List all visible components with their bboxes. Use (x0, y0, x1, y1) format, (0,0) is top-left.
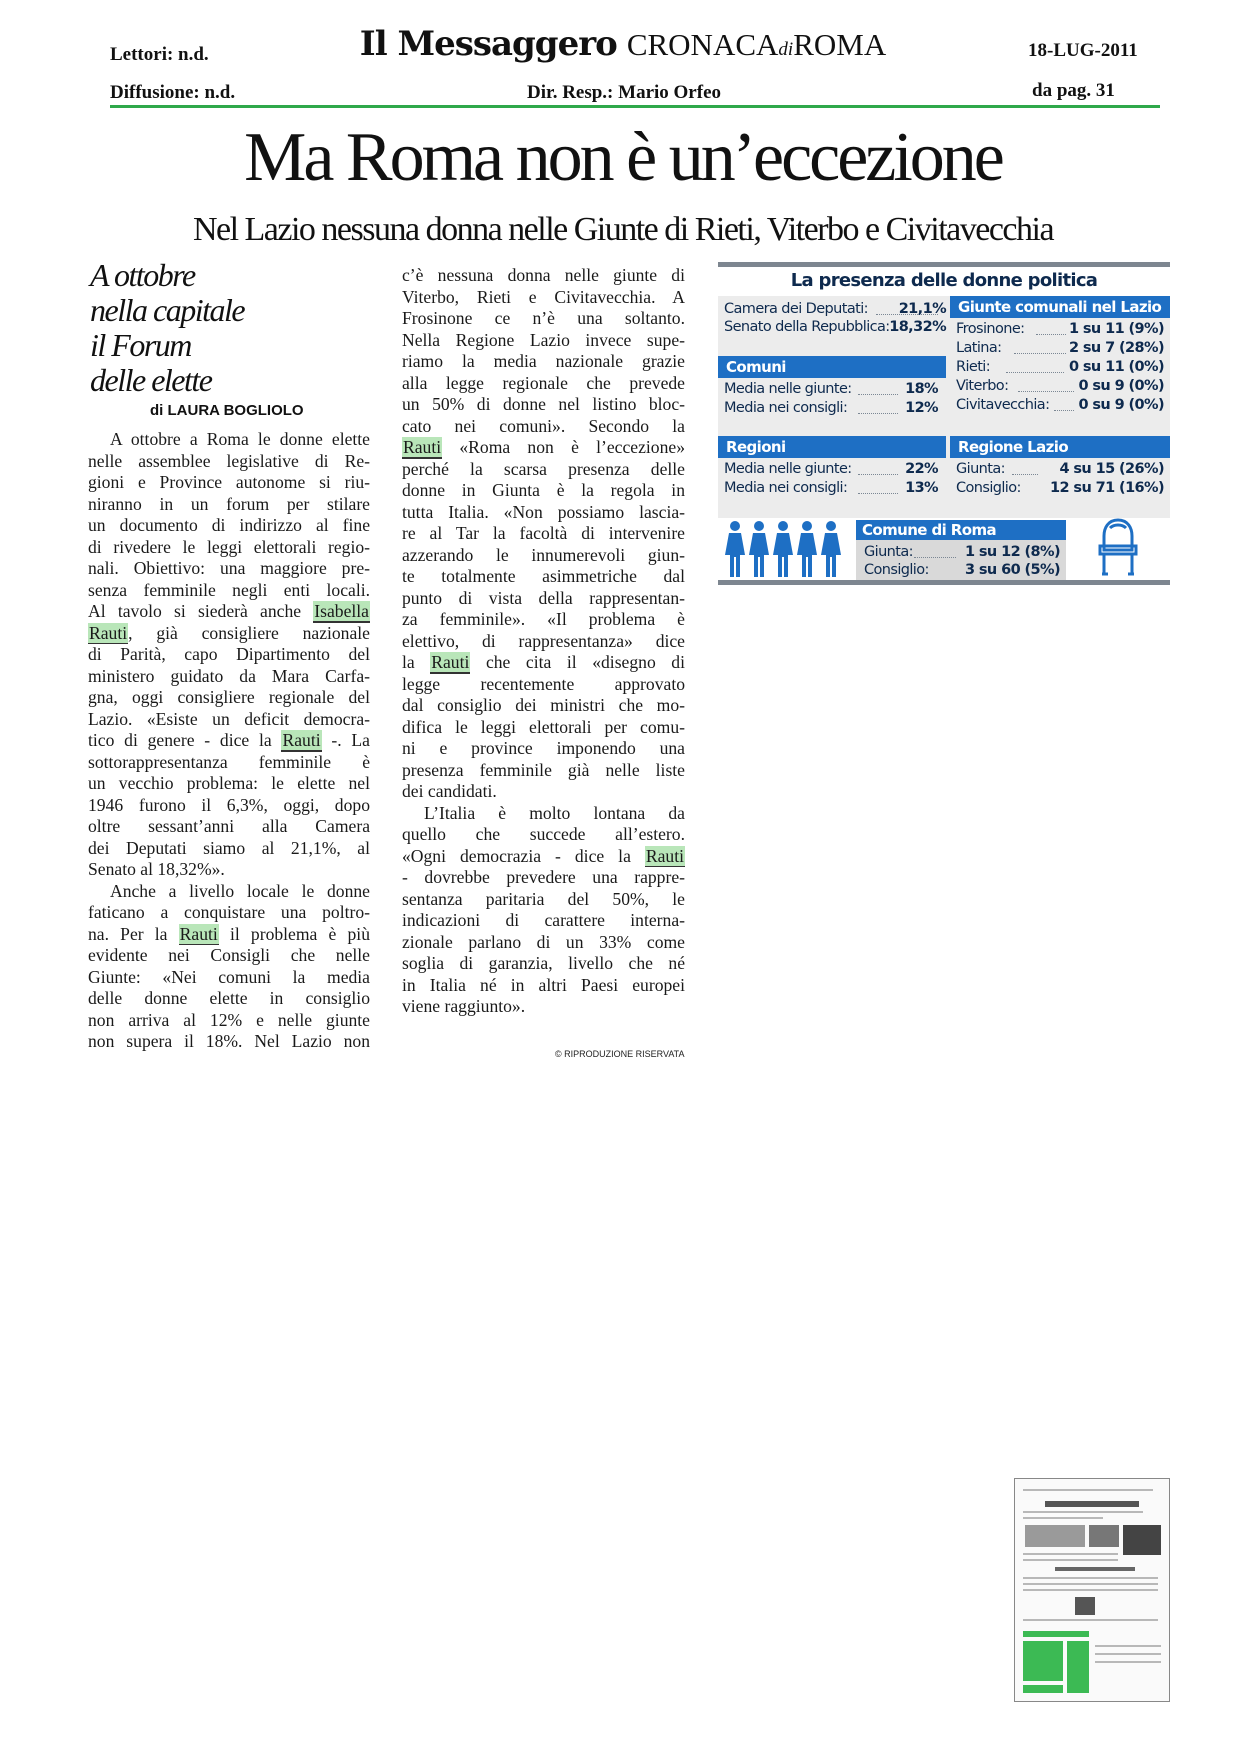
infographic-top-bar (718, 262, 1170, 267)
comuni-header-label: Comuni (726, 358, 786, 376)
regione-giunta-value: 4 su 15 (26%) (1059, 461, 1164, 477)
roma-consiglio-value: 3 su 60 (5%) (964, 562, 1060, 578)
camera-value: 21,1% (898, 301, 946, 317)
name-highlight: Rauti (403, 437, 442, 457)
infographic-title: La presenza delle donne politica (790, 270, 1098, 291)
regione-consiglio-label: Consiglio: (956, 480, 1021, 496)
senato-value: 18,32% (889, 319, 946, 335)
masthead-di: di (778, 39, 794, 60)
chair-icon (1088, 516, 1148, 578)
article-column-1: A ottobre a Roma le donne elette nelle assemblee legislative di Re- gioni e Province autonome si riu- niranno in un forum per stilare un documento di indirizzo al fine di rivedere le leggi elettorali regio- nali. Obiettivo: una maggiore pre- senza femminile negli enti locali. Al tavolo si siederà anche Isabella Rauti, già consigliere nazionale di Parità, capo Dipartimento del ministero guidato da Mara Carfa- gna, oggi consigliere regionale del Lazio. «Esiste un deficit democra- tico di genere - dice la Rauti -. La sottorappresentanza femminile è un vecchio problema: le elette nel 1946 furono il 6,3%, oggi, dopo oltre sessant’anni alla Camera dei Deputati siamo al 21,1%, al Senato al 18,32%». Anche a livello locale le donne faticano a conquistare una poltro- na. Per la Rauti il problema è più evidente nei Consigli che nelle Giunte: «Nei comuni la media delle donne elette in consiglio non arriva al 12% e nelle giunte non supera il 18%. Nel Lazio non (88, 429, 370, 1051)
regione-giunta-label: Giunta: (956, 461, 1005, 477)
kicker-line: delle elette (90, 362, 212, 398)
viterbo-value: 0 su 9 (0%) (1078, 378, 1164, 394)
senato-label: Senato della Repubblica: (724, 319, 890, 335)
lettori-label: Lettori: n.d. (110, 44, 209, 65)
woman-figure-icon (724, 520, 848, 580)
woman-figure-icon (749, 521, 769, 577)
masthead-section-name: CRONACA (626, 27, 779, 62)
masthead-city: ROMA (793, 27, 887, 62)
regioni-header (718, 436, 946, 458)
regione-lazio-header-label: Regione Lazio (958, 438, 1069, 456)
kicker-line: nella capitale (90, 292, 245, 328)
comuni-giunte-value: 18% (905, 381, 938, 397)
comuni-consigli-value: 12% (905, 400, 938, 416)
civitavecchia-value: 0 su 9 (0%) (1078, 397, 1164, 413)
woman-figure-icon (725, 521, 745, 577)
roma-giunta-label: Giunta: (864, 544, 913, 560)
regioni-header-label: Regioni (726, 438, 786, 456)
infographic (718, 262, 1170, 585)
giunte-lazio-header (950, 296, 1170, 318)
latina-label: Latina: (956, 340, 1002, 356)
roma-giunta-value: 1 su 12 (8%) (964, 544, 1060, 560)
camera-label: Camera dei Deputati: (724, 301, 868, 317)
comune-roma-header (856, 520, 1066, 540)
name-highlight: Isabella (314, 601, 369, 621)
date-label: 18-LUG-2011 (1028, 40, 1138, 61)
name-highlight: Rauti (179, 923, 218, 944)
name-highlight: Rauti (645, 845, 684, 866)
kicker-line: A ottobre (90, 257, 195, 293)
copyright-note: © RIPRODUZIONE RISERVATA (555, 1049, 685, 1059)
comune-roma-header-label: Comune di Roma (862, 521, 997, 539)
regione-consiglio-value: 12 su 71 (16%) (1049, 480, 1164, 496)
rieti-value: 0 su 11 (0%) (1068, 359, 1164, 375)
roma-consiglio-label: Consiglio: (864, 562, 929, 578)
woman-figure-icon (821, 521, 841, 577)
subheadline: Nel Lazio nessuna donna nelle Giunte di Rieti, Viterbo e Civitavecchia (192, 211, 1054, 248)
page-thumbnail (1014, 1478, 1170, 1702)
giunte-lazio-header-label: Giunte comunali nel Lazio (958, 298, 1162, 316)
civitavecchia-label: Civitavecchia: (956, 397, 1050, 413)
director-label: Dir. Resp.: Mario Orfeo (527, 82, 721, 103)
kicker-line: il Forum (90, 327, 191, 363)
comuni-giunte-label: Media nelle giunte: (724, 381, 852, 397)
woman-figure-icon (773, 521, 793, 577)
comuni-consigli-label: Media nei consigli: (724, 400, 848, 416)
latina-value: 2 su 7 (28%) (1068, 340, 1164, 356)
viterbo-label: Viterbo: (956, 378, 1009, 394)
masthead-section (627, 27, 886, 62)
name-highlight: Rauti (282, 730, 321, 750)
page-ref-label: da pag. 31 (1032, 80, 1115, 101)
headline: Ma Roma non è un’eccezione (244, 119, 1002, 196)
comuni-header (718, 356, 946, 378)
kicker (90, 258, 370, 398)
name-highlight: Rauti (431, 652, 470, 672)
name-highlight: Rauti (89, 622, 128, 643)
frosinone-value: 1 su 11 (9%) (1068, 321, 1164, 337)
masthead-logo: Il Messaggero (359, 24, 617, 64)
article-column-2: c’è nessuna donna nelle giunte di Viterbo, Rieti e Civitavecchia. A Frosinone ce n’è una soltanto. Nella Regione Lazio invece supe- riamo la media nazionale grazie alla legge regionale che prevede un 50% di donne nel listino bloc- cato nei comuni». Secondo la Rauti «Roma non è l’eccezione» perché la scarsa presenza delle donne in Giunta è la regola in tutta Italia. «Non possiamo lascia- re al Tar la facoltà di intervenire azzerando le innumerevoli giun- te totalmente asimmetriche dal punto di vista della rappresentan- za femminile». «Il problema è elettivo, di rappresentanza» dice la Rauti che cita il «disegno di legge recentemente approvato dal consiglio dei ministri che mo- difica le leggi elettorali per comu- ni e province imponendo una presenza femminile già nelle liste dei candidati. L’Italia è molto lontana da quello che succede all’estero. «Ogni democrazia - dice la Rauti - dovrebbe prevedere una rappre- sentanza paritaria del 50%, le indicazioni di carattere interna- zionale parlano di un 33% come soglia di garanzia, livello che né in Italia né in altri Paesi europei viene raggiunto». (402, 265, 685, 1016)
infographic-bottom-bar (718, 580, 1170, 585)
regioni-giunte-value: 22% (905, 461, 938, 477)
diffusione-label: Diffusione: n.d. (110, 82, 236, 103)
header-rule (110, 105, 1160, 108)
regioni-consigli-label: Media nei consigli: (724, 480, 848, 496)
frosinone-label: Frosinone: (956, 321, 1025, 337)
regioni-consigli-value: 13% (905, 480, 938, 496)
woman-figure-icon (797, 521, 817, 577)
regioni-giunte-label: Media nelle giunte: (724, 461, 852, 477)
rieti-label: Rieti: (956, 359, 991, 375)
regione-lazio-header (950, 436, 1170, 458)
byline: di LAURA BOGLIOLO (150, 402, 304, 419)
